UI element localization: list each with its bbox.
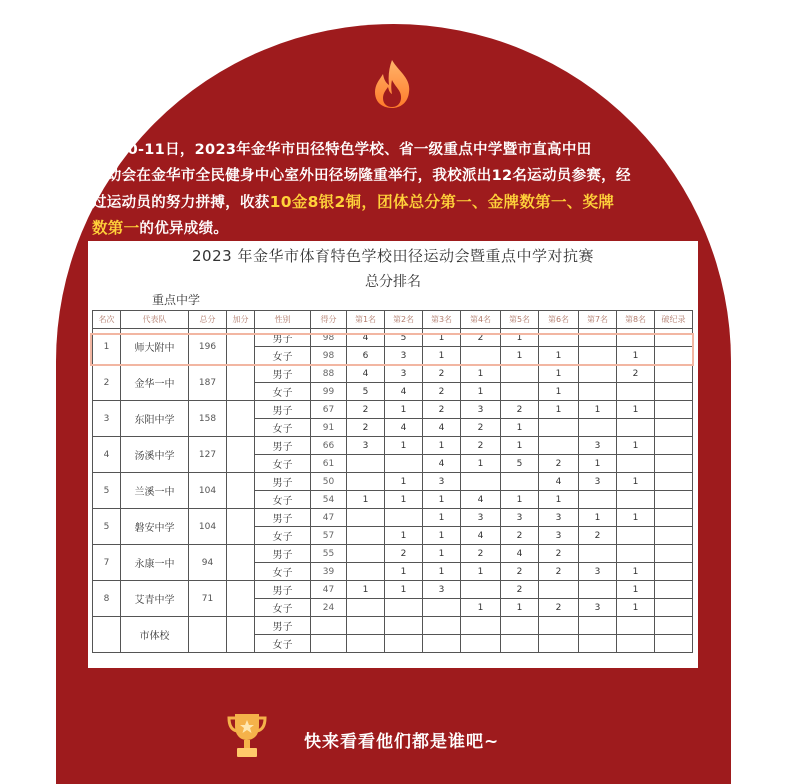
table-row — [93, 473, 693, 491]
intro-line-4 — [92, 215, 696, 241]
gender-cell: 女子 — [255, 419, 311, 437]
placing-count-cell — [347, 545, 385, 563]
points-cell: 98 — [311, 347, 347, 365]
column-header: 第4名 — [461, 311, 501, 329]
placing-count-cell: 1 — [539, 491, 579, 509]
placing-count-cell: 3 — [385, 365, 423, 383]
placing-count-cell — [539, 635, 579, 653]
record-cell — [655, 545, 693, 563]
placing-count-cell — [461, 347, 501, 365]
points-cell: 55 — [311, 545, 347, 563]
intro-line-4-text: 的优异成绩。 — [139, 221, 229, 237]
record-cell — [655, 401, 693, 419]
placing-count-cell: 1 — [347, 491, 385, 509]
points-cell — [311, 635, 347, 653]
bonus-cell — [227, 581, 255, 617]
total-score-cell: 71 — [189, 581, 227, 617]
placing-count-cell: 4 — [347, 365, 385, 383]
intro-line-3-text: 过运动员的努力拼搏，收获 — [92, 195, 270, 211]
column-header: 性别 — [255, 311, 311, 329]
placing-count-cell: 1 — [461, 563, 501, 581]
placing-count-cell: 1 — [461, 455, 501, 473]
placing-count-cell: 2 — [347, 401, 385, 419]
placing-count-cell — [539, 419, 579, 437]
table-row — [93, 329, 693, 347]
placing-count-cell — [385, 509, 423, 527]
record-cell — [655, 347, 693, 365]
column-header: 破纪录 — [655, 311, 693, 329]
placing-count-cell — [347, 509, 385, 527]
points-cell: 54 — [311, 491, 347, 509]
placing-count-cell: 4 — [347, 329, 385, 347]
placing-count-cell — [617, 635, 655, 653]
points-cell: 67 — [311, 401, 347, 419]
placing-count-cell — [347, 455, 385, 473]
placing-count-cell: 1 — [501, 491, 539, 509]
gender-cell: 男子 — [255, 437, 311, 455]
placing-count-cell: 1 — [501, 599, 539, 617]
placing-count-cell: 1 — [423, 329, 461, 347]
points-cell — [311, 617, 347, 635]
placing-count-cell: 1 — [461, 383, 501, 401]
record-cell — [655, 437, 693, 455]
bonus-cell — [227, 509, 255, 545]
placing-count-cell — [617, 617, 655, 635]
placing-count-cell: 1 — [423, 527, 461, 545]
placing-count-cell — [385, 455, 423, 473]
placing-count-cell: 2 — [423, 383, 461, 401]
placing-count-cell: 3 — [385, 347, 423, 365]
column-header: 代表队 — [121, 311, 189, 329]
placing-count-cell: 2 — [347, 419, 385, 437]
placing-count-cell: 3 — [579, 473, 617, 491]
total-score-cell — [189, 617, 227, 653]
placing-count-cell — [385, 599, 423, 617]
intro-highlight-medals: 10金8银2铜，团体总分第一、金牌数第一、奖牌 — [269, 193, 615, 211]
total-score-cell: 158 — [189, 401, 227, 437]
gender-cell: 男子 — [255, 509, 311, 527]
gender-cell: 男子 — [255, 545, 311, 563]
rank-cell: 7 — [93, 545, 121, 581]
placing-count-cell: 1 — [617, 473, 655, 491]
team-name-cell: 师大附中 — [121, 329, 189, 365]
placing-count-cell: 2 — [461, 437, 501, 455]
rank-cell — [93, 617, 121, 653]
placing-count-cell: 3 — [461, 509, 501, 527]
team-name-cell: 永康一中 — [121, 545, 189, 581]
placing-count-cell — [539, 437, 579, 455]
placing-count-cell — [579, 347, 617, 365]
gender-cell: 女子 — [255, 455, 311, 473]
flame-icon — [369, 58, 415, 110]
column-header: 加分 — [227, 311, 255, 329]
placing-count-cell — [617, 491, 655, 509]
points-cell: 57 — [311, 527, 347, 545]
results-sheet — [88, 241, 698, 668]
placing-count-cell: 2 — [423, 365, 461, 383]
placing-count-cell: 5 — [385, 329, 423, 347]
column-header: 得分 — [311, 311, 347, 329]
placing-count-cell: 1 — [423, 491, 461, 509]
placing-count-cell: 3 — [579, 599, 617, 617]
placing-count-cell — [423, 617, 461, 635]
placing-count-cell: 3 — [539, 509, 579, 527]
intro-line-2: 运动会在金华市全民健身中心室外田径场隆重举行，我校派出12名运动员参赛，经 — [92, 168, 631, 184]
points-cell: 61 — [311, 455, 347, 473]
placing-count-cell: 3 — [461, 401, 501, 419]
total-score-cell: 104 — [189, 509, 227, 545]
intro-highlight-count: 数第一 — [92, 219, 140, 237]
points-cell: 98 — [311, 329, 347, 347]
total-score-cell: 196 — [189, 329, 227, 365]
record-cell — [655, 581, 693, 599]
rank-cell: 4 — [93, 437, 121, 473]
points-cell: 47 — [311, 509, 347, 527]
placing-count-cell — [385, 617, 423, 635]
placing-count-cell: 1 — [539, 347, 579, 365]
team-name-cell: 兰溪一中 — [121, 473, 189, 509]
column-header: 第7名 — [579, 311, 617, 329]
placing-count-cell: 4 — [385, 419, 423, 437]
intro-paragraph — [92, 137, 696, 241]
placing-count-cell: 2 — [501, 563, 539, 581]
total-score-cell: 127 — [189, 437, 227, 473]
table-row — [93, 617, 693, 635]
placing-count-cell — [539, 581, 579, 599]
placing-count-cell: 1 — [539, 383, 579, 401]
gender-cell: 女子 — [255, 563, 311, 581]
bonus-cell — [227, 617, 255, 653]
points-cell: 24 — [311, 599, 347, 617]
placing-count-cell: 4 — [461, 491, 501, 509]
rank-cell: 2 — [93, 365, 121, 401]
column-header: 总分 — [189, 311, 227, 329]
column-header: 第8名 — [617, 311, 655, 329]
bonus-cell — [227, 545, 255, 581]
placing-count-cell: 2 — [539, 599, 579, 617]
column-header: 名次 — [93, 311, 121, 329]
placing-count-cell: 2 — [579, 527, 617, 545]
placing-count-cell: 3 — [423, 473, 461, 491]
placing-count-cell: 5 — [347, 383, 385, 401]
placing-count-cell — [461, 581, 501, 599]
placing-count-cell: 4 — [501, 545, 539, 563]
placing-count-cell: 1 — [539, 365, 579, 383]
placing-count-cell: 4 — [385, 383, 423, 401]
placing-count-cell — [579, 365, 617, 383]
points-cell: 50 — [311, 473, 347, 491]
gender-cell: 女子 — [255, 635, 311, 653]
placing-count-cell — [347, 527, 385, 545]
placing-count-cell: 1 — [385, 563, 423, 581]
placing-count-cell: 1 — [617, 563, 655, 581]
column-header: 第1名 — [347, 311, 385, 329]
placing-count-cell: 1 — [385, 491, 423, 509]
placing-count-cell: 5 — [501, 455, 539, 473]
placing-count-cell: 1 — [617, 599, 655, 617]
placing-count-cell: 2 — [617, 365, 655, 383]
placing-count-cell — [617, 527, 655, 545]
placing-count-cell: 1 — [423, 563, 461, 581]
record-cell — [655, 509, 693, 527]
gender-cell: 男子 — [255, 617, 311, 635]
placing-count-cell — [347, 563, 385, 581]
record-cell — [655, 635, 693, 653]
placing-count-cell: 1 — [461, 365, 501, 383]
placing-count-cell — [579, 419, 617, 437]
team-name-cell: 磐安中学 — [121, 509, 189, 545]
placing-count-cell — [617, 545, 655, 563]
placing-count-cell — [501, 617, 539, 635]
record-cell — [655, 563, 693, 581]
record-cell — [655, 329, 693, 347]
record-cell — [655, 365, 693, 383]
team-name-cell: 市体校 — [121, 617, 189, 653]
placing-count-cell: 3 — [501, 509, 539, 527]
team-name-cell: 艾青中学 — [121, 581, 189, 617]
placing-count-cell: 3 — [579, 437, 617, 455]
group-label: 重点中学 — [152, 293, 201, 307]
placing-count-cell: 1 — [617, 509, 655, 527]
placing-count-cell — [347, 635, 385, 653]
placing-count-cell: 1 — [461, 599, 501, 617]
placing-count-cell: 1 — [501, 347, 539, 365]
placing-count-cell: 3 — [423, 581, 461, 599]
bonus-cell — [227, 473, 255, 509]
column-header: 第2名 — [385, 311, 423, 329]
placing-count-cell — [461, 473, 501, 491]
placing-count-cell: 1 — [385, 401, 423, 419]
placing-count-cell — [501, 383, 539, 401]
placing-count-cell — [539, 329, 579, 347]
record-cell — [655, 383, 693, 401]
gender-cell: 男子 — [255, 365, 311, 383]
table-row — [93, 437, 693, 455]
placing-count-cell — [347, 599, 385, 617]
placing-count-cell: 1 — [385, 437, 423, 455]
table-row — [93, 545, 693, 563]
record-cell — [655, 617, 693, 635]
placing-count-cell: 3 — [539, 527, 579, 545]
rank-cell: 1 — [93, 329, 121, 365]
placing-count-cell — [501, 365, 539, 383]
placing-count-cell: 4 — [539, 473, 579, 491]
placing-count-cell: 2 — [423, 401, 461, 419]
total-score-cell: 104 — [189, 473, 227, 509]
placing-count-cell — [579, 581, 617, 599]
placing-count-cell — [347, 473, 385, 491]
total-score-cell: 187 — [189, 365, 227, 401]
placing-count-cell — [617, 329, 655, 347]
placing-count-cell: 1 — [501, 437, 539, 455]
points-cell: 47 — [311, 581, 347, 599]
placing-count-cell — [617, 383, 655, 401]
placing-count-cell: 1 — [617, 401, 655, 419]
placing-count-cell: 2 — [385, 545, 423, 563]
table-row — [93, 581, 693, 599]
bonus-cell — [227, 329, 255, 365]
placing-count-cell: 1 — [539, 401, 579, 419]
sheet-subtitle: 总分排名 — [365, 274, 421, 290]
placing-count-cell: 1 — [423, 347, 461, 365]
gender-cell: 女子 — [255, 491, 311, 509]
ranking-table — [92, 310, 693, 653]
placing-count-cell: 1 — [385, 473, 423, 491]
bonus-cell — [227, 365, 255, 401]
placing-count-cell — [461, 617, 501, 635]
table-row — [93, 401, 693, 419]
rank-cell: 3 — [93, 401, 121, 437]
placing-count-cell: 4 — [423, 419, 461, 437]
placing-count-cell: 1 — [579, 509, 617, 527]
points-cell: 91 — [311, 419, 347, 437]
intro-line-3 — [92, 189, 696, 215]
bonus-cell — [227, 401, 255, 437]
placing-count-cell: 2 — [501, 581, 539, 599]
intro-line-1: 4月10-11日，2023年金华市田径特色学校、省一级重点中学暨市直高中田 — [92, 142, 592, 158]
placing-count-cell — [423, 635, 461, 653]
column-header: 第6名 — [539, 311, 579, 329]
placing-count-cell — [461, 635, 501, 653]
bonus-cell — [227, 437, 255, 473]
team-name-cell: 汤溪中学 — [121, 437, 189, 473]
points-cell: 39 — [311, 563, 347, 581]
placing-count-cell — [579, 491, 617, 509]
sheet-title: 2023 年金华市体育特色学校田径运动会暨重点中学对抗赛 — [192, 247, 594, 265]
gender-cell: 女子 — [255, 527, 311, 545]
rank-cell: 8 — [93, 581, 121, 617]
record-cell — [655, 599, 693, 617]
rank-cell: 5 — [93, 509, 121, 545]
placing-count-cell: 1 — [501, 419, 539, 437]
rank-cell: 5 — [93, 473, 121, 509]
placing-count-cell: 1 — [579, 401, 617, 419]
placing-count-cell: 3 — [347, 437, 385, 455]
placing-count-cell: 1 — [423, 509, 461, 527]
placing-count-cell: 1 — [617, 347, 655, 365]
team-name-cell: 金华一中 — [121, 365, 189, 401]
points-cell: 88 — [311, 365, 347, 383]
gender-cell: 女子 — [255, 599, 311, 617]
gender-cell: 男子 — [255, 581, 311, 599]
placing-count-cell — [617, 455, 655, 473]
placing-count-cell — [501, 473, 539, 491]
gender-cell: 男子 — [255, 473, 311, 491]
placing-count-cell: 1 — [501, 329, 539, 347]
table-row — [93, 509, 693, 527]
placing-count-cell: 4 — [423, 455, 461, 473]
record-cell — [655, 455, 693, 473]
record-cell — [655, 419, 693, 437]
gender-cell: 女子 — [255, 383, 311, 401]
placing-count-cell — [579, 545, 617, 563]
placing-count-cell: 2 — [539, 545, 579, 563]
gender-cell: 男子 — [255, 401, 311, 419]
total-score-cell: 94 — [189, 545, 227, 581]
placing-count-cell — [579, 383, 617, 401]
placing-count-cell — [539, 617, 579, 635]
trophy-icon — [227, 710, 267, 760]
placing-count-cell: 2 — [501, 527, 539, 545]
placing-count-cell: 1 — [579, 455, 617, 473]
placing-count-cell: 1 — [385, 527, 423, 545]
placing-count-cell: 4 — [461, 527, 501, 545]
column-header: 第5名 — [501, 311, 539, 329]
table-row — [93, 365, 693, 383]
record-cell — [655, 491, 693, 509]
placing-count-cell: 2 — [461, 329, 501, 347]
placing-count-cell — [385, 635, 423, 653]
placing-count-cell — [579, 329, 617, 347]
record-cell — [655, 527, 693, 545]
gender-cell: 男子 — [255, 329, 311, 347]
points-cell: 99 — [311, 383, 347, 401]
placing-count-cell: 2 — [461, 545, 501, 563]
call-to-action-text: 快来看看他们都是谁吧~ — [304, 732, 500, 752]
table-header-row — [93, 311, 693, 329]
placing-count-cell: 2 — [501, 401, 539, 419]
placing-count-cell — [423, 599, 461, 617]
placing-count-cell: 6 — [347, 347, 385, 365]
placing-count-cell — [579, 617, 617, 635]
placing-count-cell: 1 — [347, 581, 385, 599]
placing-count-cell — [501, 635, 539, 653]
column-header: 第3名 — [423, 311, 461, 329]
placing-count-cell: 1 — [385, 581, 423, 599]
placing-count-cell — [579, 635, 617, 653]
placing-count-cell — [617, 419, 655, 437]
placing-count-cell: 1 — [617, 437, 655, 455]
placing-count-cell: 3 — [579, 563, 617, 581]
placing-count-cell — [347, 617, 385, 635]
placing-count-cell: 2 — [539, 455, 579, 473]
points-cell: 66 — [311, 437, 347, 455]
record-cell — [655, 473, 693, 491]
gender-cell: 女子 — [255, 347, 311, 365]
placing-count-cell: 1 — [423, 437, 461, 455]
placing-count-cell: 2 — [461, 419, 501, 437]
placing-count-cell: 1 — [423, 545, 461, 563]
placing-count-cell: 1 — [617, 581, 655, 599]
placing-count-cell: 2 — [539, 563, 579, 581]
team-name-cell: 东阳中学 — [121, 401, 189, 437]
